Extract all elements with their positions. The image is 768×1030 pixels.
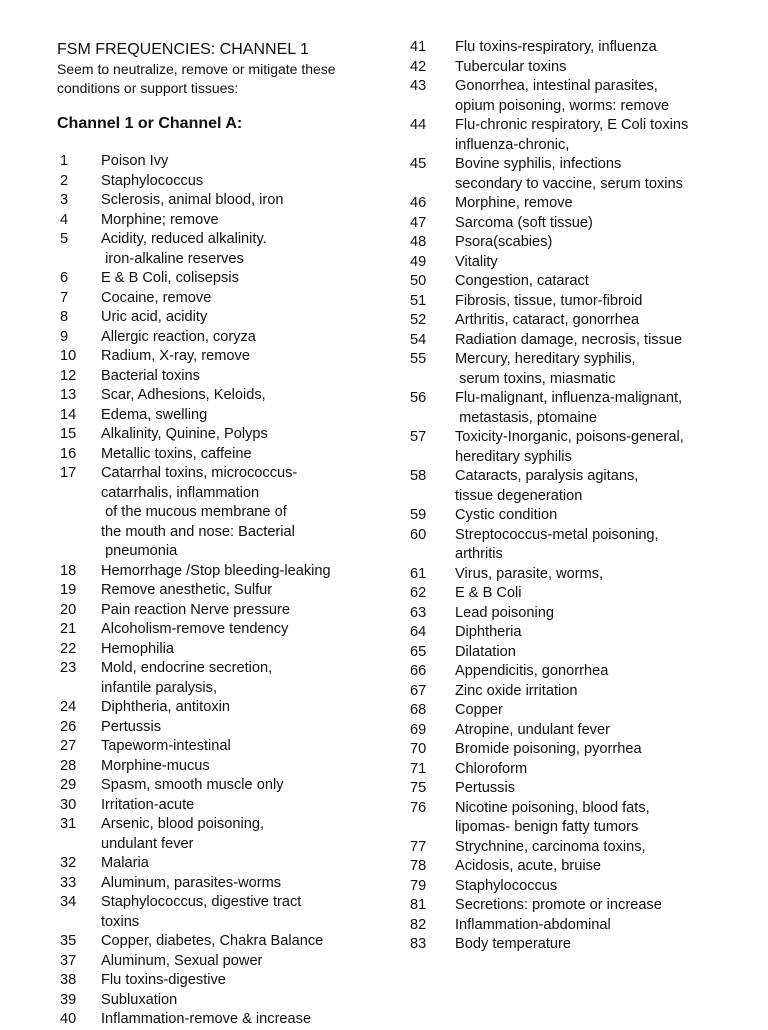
condition-text: Staphylococcus [101,172,204,189]
list-item [57,776,387,796]
condition-text: Inflammation-remove & increase [101,1011,312,1027]
list-item [57,932,387,952]
list-item [57,581,387,601]
frequency-number: 71 [410,760,427,777]
frequency-number: 28 [60,757,77,774]
condition-text: Flu-chronic respiratory, E Coli toxins influenza-chronic, [455,117,689,153]
condition-text: Gonorrhea, intestinal parasites, opium poisoning, worms: remove [455,78,670,114]
list-item [57,425,387,445]
frequency-number: 46 [410,195,427,211]
list-item [410,155,760,194]
frequency-number: 77 [410,838,427,855]
list-item [57,230,387,269]
frequency-number: 75 [410,780,427,796]
list-item [57,971,387,991]
list-item [57,562,387,582]
list-item [410,838,760,858]
condition-text: Scar, Adhesions, Keloids, [101,387,266,403]
condition-text: Diphtheria, antitoxin [101,699,230,715]
condition-text: Aluminum, Sexual power [101,952,263,969]
condition-text: Cocaine, remove [101,289,212,306]
frequency-number: 5 [60,231,69,247]
frequency-number: 59 [410,507,427,523]
list-item [410,292,760,312]
list-item [57,893,387,932]
condition-text: Bovine syphilis, infections secondary to vaccine, serum toxins [455,156,683,192]
frequency-number: 60 [410,526,427,543]
list-item [57,152,387,172]
list-item [410,584,760,604]
condition-text: Bacterial toxins [101,367,200,384]
list-item [410,389,760,428]
condition-text: Staphylococcus, digestive tract toxins [101,894,302,930]
frequency-number: 31 [60,816,77,832]
condition-text: Catarrhal toxins, micrococcus- catarrhalis, inflammation of the mucous membrane of the mouth and nose: Bacterial pneumonia [101,465,298,559]
condition-text: Tapeworm-intestinal [101,738,231,754]
list-item [410,467,760,506]
frequency-number: 10 [60,348,77,364]
frequency-number: 52 [410,312,427,328]
list-item [410,565,760,585]
condition-text: Mercury, hereditary syphilis, serum toxins, miasmatic [455,351,636,387]
list-item [57,269,387,289]
frequency-number: 38 [60,972,77,988]
condition-text: Alkalinity, Quinine, Polyps [101,426,268,442]
right-column [410,38,760,955]
condition-text: Staphylococcus [455,877,558,894]
list-item [57,367,387,387]
condition-text: Psora(scabies) [455,234,553,250]
document-subtitle: Seem to neutralize, remove or mitigate these conditions or support tissues: [57,61,336,96]
frequency-number: 79 [410,877,427,894]
list-item [57,308,387,328]
frequency-number: 57 [410,429,427,445]
frequency-number: 33 [60,874,77,891]
frequency-number: 81 [410,897,427,913]
list-item [57,347,387,367]
condition-text: Cystic condition [455,507,558,523]
condition-text: Toxicity-Inorganic, poisons-general, hereditary syphilis [455,429,684,465]
condition-text: Aluminum, parasites-worms [101,874,282,891]
frequency-number: 14 [60,406,77,423]
list-item [57,757,387,777]
condition-text: Flu toxins-respiratory, influenza [455,39,657,55]
condition-text: Zinc oxide irritation [455,682,578,699]
frequency-number: 35 [60,933,77,949]
list-item [57,698,387,718]
frequency-number: 32 [60,855,77,871]
list-item [410,194,760,214]
list-item [410,877,760,897]
list-item [57,406,387,426]
frequency-number: 82 [410,916,427,933]
list-item [57,289,387,309]
condition-text: Radiation damage, necrosis, tissue [455,331,683,348]
frequency-number: 67 [410,682,427,699]
condition-text: Dilatation [455,643,516,660]
frequency-number: 34 [60,894,77,910]
frequency-number: 48 [410,234,427,250]
frequency-number: 22 [60,640,77,657]
frequency-number: 42 [410,58,427,75]
list-item [410,506,760,526]
list-item [57,601,387,621]
frequency-number: 24 [60,699,77,715]
condition-text: Radium, X-ray, remove [101,348,250,364]
condition-text: E & B Coli, colisepsis [101,270,239,286]
frequency-number: 54 [410,331,427,348]
condition-text: Malaria [101,855,149,871]
frequency-number: 23 [60,660,77,676]
frequency-number: 68 [410,702,427,718]
list-item [410,604,760,624]
condition-text: Allergic reaction, coryza [101,328,256,345]
list-item [57,854,387,874]
condition-text: Strychnine, carcinoma toxins, [455,838,646,855]
condition-text: Remove anesthetic, Sulfur [101,582,273,598]
frequency-number: 62 [410,585,427,601]
condition-text: Morphine; remove [101,211,219,228]
condition-text: Inflammation-abdominal [455,916,611,933]
condition-text: Subluxation [101,991,178,1008]
frequency-number: 30 [60,796,77,813]
frequency-number: 66 [410,663,427,679]
list-item [410,740,760,760]
condition-text: Bromide poisoning, pyorrhea [455,741,642,757]
condition-text: Metallic toxins, caffeine [101,445,252,462]
frequency-number: 9 [60,328,69,345]
condition-text: Edema, swelling [101,406,208,423]
frequency-number: 69 [410,721,427,738]
condition-text: Lead poisoning [455,604,554,621]
condition-text: Sclerosis, animal blood, iron [101,192,284,208]
frequency-number: 8 [60,309,69,325]
frequency-number: 12 [60,367,77,384]
frequency-number: 56 [410,390,427,406]
list-item [410,623,760,643]
list-item [410,721,760,741]
frequency-number: 83 [410,936,427,952]
list-item [410,38,760,58]
frequency-number: 19 [60,582,77,598]
list-item [410,682,760,702]
list-item [57,620,387,640]
list-item [57,737,387,757]
frequency-number: 44 [410,117,427,133]
condition-text: Pain reaction Nerve pressure [101,601,290,618]
condition-text: Secretions: promote or increase [455,897,662,913]
list-item [410,760,760,780]
frequency-number: 37 [60,952,77,969]
list-item [410,779,760,799]
frequency-number: 1 [60,153,69,169]
list-item [410,643,760,663]
condition-text: Acidosis, acute, bruise [455,858,602,874]
frequency-number: 65 [410,643,427,660]
condition-text: Acidity, reduced alkalinity. iron-alkaline reserves [101,231,267,267]
condition-text: Diphtheria [455,624,522,640]
frequency-number: 51 [410,292,427,309]
condition-text: Alcoholism-remove tendency [101,621,289,637]
frequency-number: 43 [410,78,427,94]
list-item [410,233,760,253]
list-item [410,896,760,916]
frequency-number: 3 [60,192,69,208]
list-item [410,116,760,155]
list-item [57,1010,387,1030]
list-item [57,191,387,211]
list-item [410,253,760,273]
list-item [57,464,387,562]
frequency-number: 63 [410,604,427,621]
list-item [57,815,387,854]
condition-text: Streptococcus-metal poisoning, arthritis [455,526,659,562]
frequency-number: 2 [60,172,69,189]
condition-text: Morphine, remove [455,195,573,211]
list-item [410,350,760,389]
condition-text: Uric acid, acidity [101,309,208,325]
frequency-number: 39 [60,991,77,1008]
list-item [410,311,760,331]
frequency-number: 27 [60,738,77,754]
document-title: FSM FREQUENCIES: CHANNEL 1 [57,41,309,58]
condition-text: Atropine, undulant fever [455,721,610,738]
condition-text: Chloroform [455,760,528,777]
list-item [410,857,760,877]
list-item [410,799,760,838]
list-item [410,214,760,234]
list-item [57,211,387,231]
list-item [410,58,760,78]
condition-text: Congestion, cataract [455,273,589,289]
frequency-number: 78 [410,858,427,874]
list-item [410,916,760,936]
list-item [57,172,387,192]
frequency-number: 40 [60,1011,77,1027]
frequency-number: 61 [410,565,427,582]
list-item [57,796,387,816]
list-item [57,659,387,698]
frequency-number: 15 [60,426,77,442]
condition-text: Spasm, smooth muscle only [101,777,284,793]
condition-text: E & B Coli [455,585,522,601]
condition-text: Nicotine poisoning, blood fats, lipomas- benign fatty tumors [455,799,650,835]
frequency-number: 41 [410,39,427,55]
list-item [410,272,760,292]
frequency-number: 18 [60,562,77,579]
condition-text: Pertussis [101,718,162,735]
condition-text: Vitality [455,253,498,270]
condition-text: Arthritis, cataract, gonorrhea [455,312,640,328]
list-item [410,526,760,565]
list-item [410,935,760,955]
list-item [57,991,387,1011]
condition-text: Cataracts, paralysis agitans, tissue degeneration [455,468,639,504]
frequency-list-right [410,38,760,955]
list-item [410,428,760,467]
list-item [57,874,387,894]
list-item [57,640,387,660]
condition-text: Hemorrhage /Stop bleeding-leaking [101,562,331,579]
condition-text: Copper, diabetes, Chakra Balance [101,933,324,949]
list-item [410,77,760,116]
frequency-number: 16 [60,445,77,462]
section-heading: Channel 1 or Channel A: [57,115,243,132]
frequency-number: 58 [410,468,427,484]
condition-text: Sarcoma (soft tissue) [455,214,593,231]
frequency-number: 47 [410,214,427,231]
frequency-number: 50 [410,273,427,289]
condition-text: Flu-malignant, influenza-malignant, metastasis, ptomaine [455,390,683,426]
list-item [410,701,760,721]
list-item [57,952,387,972]
condition-text: Irritation-acute [101,796,195,813]
condition-text: Fibrosis, tissue, tumor-fibroid [455,292,643,309]
condition-text: Arsenic, blood poisoning, undulant fever [101,816,265,852]
condition-text: Morphine-mucus [101,757,210,774]
condition-text: Flu toxins-digestive [101,972,226,988]
condition-text: Pertussis [455,780,516,796]
frequency-number: 20 [60,601,77,618]
frequency-number: 13 [60,387,77,403]
frequency-number: 76 [410,799,427,816]
list-item [57,445,387,465]
frequency-number: 64 [410,624,427,640]
frequency-number: 45 [410,156,427,172]
condition-text: Poison Ivy [101,153,169,169]
condition-text: Hemophilia [101,640,175,657]
frequency-number: 17 [60,465,77,481]
left-column [57,38,387,1030]
list-item [57,386,387,406]
frequency-number: 6 [60,270,69,286]
frequency-number: 21 [60,621,77,637]
frequency-number: 7 [60,289,69,306]
condition-text: Body temperature [455,936,572,952]
frequency-number: 55 [410,351,427,367]
condition-text: Mold, endocrine secretion, infantile paralysis, [101,660,273,696]
frequency-number: 70 [410,741,427,757]
list-item [57,328,387,348]
condition-text: Copper [455,702,503,718]
condition-text: Virus, parasite, worms, [455,565,604,582]
condition-text: Tubercular toxins [455,58,567,75]
frequency-number: 26 [60,718,77,735]
frequency-number: 49 [410,253,427,270]
list-item [57,718,387,738]
frequency-list-left [57,152,387,1030]
condition-text: Appendicitis, gonorrhea [455,663,609,679]
frequency-number: 4 [60,211,69,228]
list-item [410,331,760,351]
list-item [410,662,760,682]
frequency-number: 29 [60,777,77,793]
